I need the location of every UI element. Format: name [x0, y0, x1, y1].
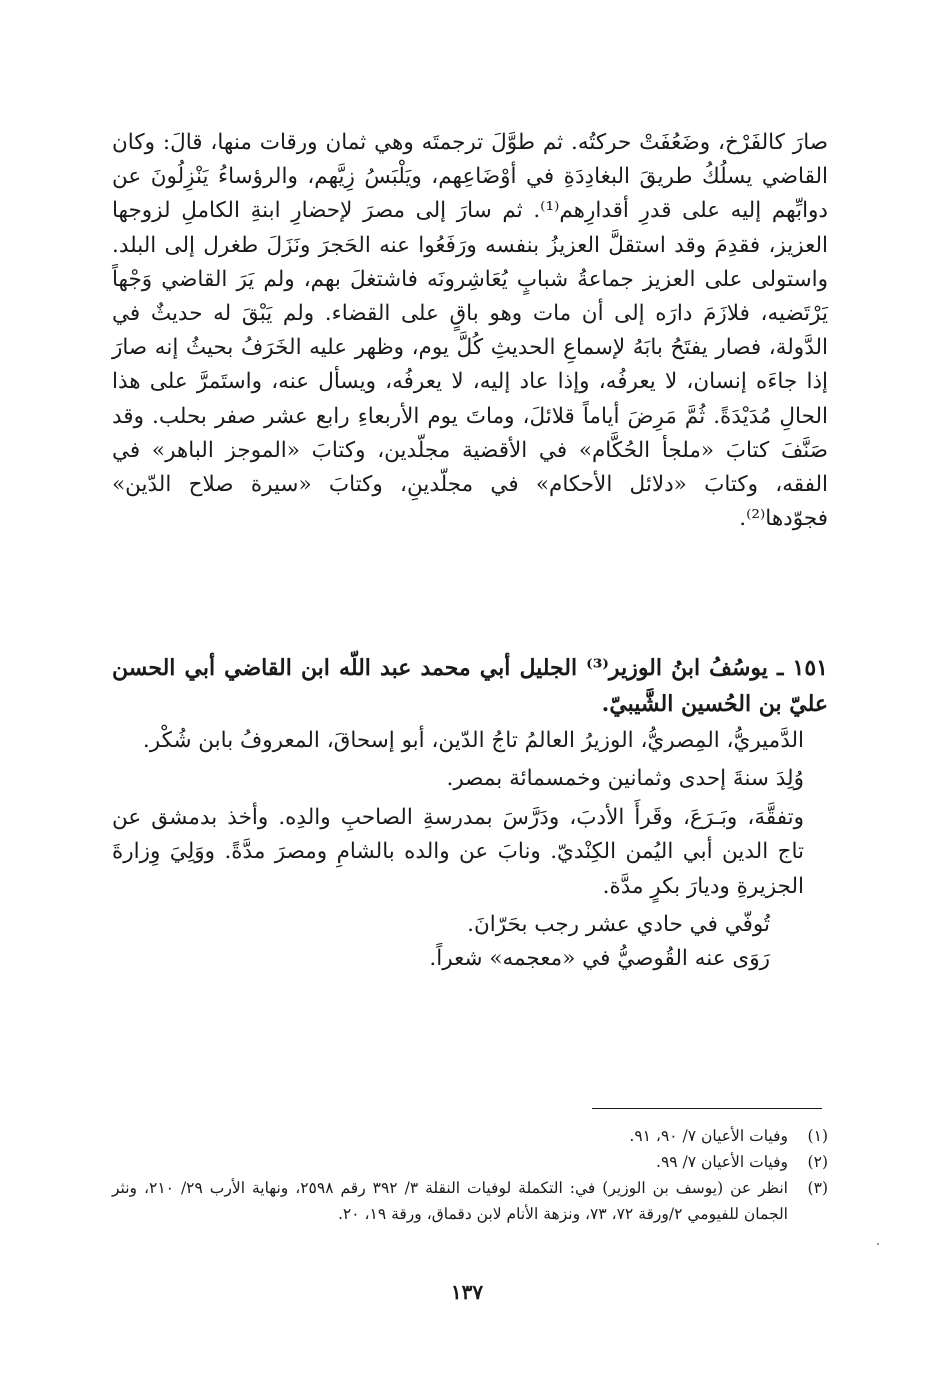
footnote-divider	[592, 1108, 822, 1109]
margin-mark	[877, 1243, 879, 1245]
page-number: ١٣٧	[450, 1280, 484, 1304]
footnote-number: (٢)	[807, 1153, 828, 1171]
entry-paragraph-nisba: الدَّميريُّ، المِصريُّ، الوزيرُ العالمُ تاجُ الدّين، أبو إسحاقَ، المعروفُ بابن شُكْر.	[142, 728, 804, 753]
footnotes	[112, 1123, 828, 1227]
footnote-text: انظر عن (يوسف بن الوزير) في: التكملة لوفيات النقلة ٣/ ٣٩٢ رقم ٢٥٩٨، ونهاية الأرب ٢٩/ ٢١٠، ونثر الجمان للفيومي ٢/ورقة ٧٢، ٧٣، ونزهة الأنام لابن دقماق، ورقة ١٩، ٢٠.	[112, 1179, 788, 1223]
footnote-2	[112, 1149, 828, 1175]
biography-continuation	[112, 126, 828, 536]
footnote-text: وفيات الأعيان ٧/ ٩٠، ٩١.	[629, 1127, 788, 1145]
footnote-3	[112, 1175, 828, 1227]
entry-paragraph-narration: رَوَى عنه القُوصيُّ في «معجمه» شعراً.	[429, 946, 770, 972]
footnote-1	[112, 1123, 828, 1149]
footnote-number: (١)	[807, 1127, 828, 1145]
entry-heading: ١٥١ ـ يوسُفُ ابنُ الوزير⁽³⁾ الجليل أبي محمد عبد اللّه ابن القاضي أبي الحسن عليّ بن الحُسين الشَّيبيّ.	[112, 655, 828, 717]
entry-paragraph-career: وتفقَّهَ، وبَـرَعَ، وقَرأَ الأدبَ، ودَرَّسَ بمدرسةِ الصاحبِ والدِه. وأخذ بدمشق عن تاج الدين أبي اليُمن الكِنْديّ. ونابَ عن والده بالشامِ ومصرَ مدَّةً. ووَلِيَ وِزارةَ الجزيرةِ وديارَ بكرٍ مدَّة.	[112, 804, 804, 899]
entry-paragraph-birth: وُلِدَ سنةَ إحدى وثمانين وخمسمائة بمصر.	[446, 766, 804, 792]
entry-paragraph-death: تُوفّي في حادي عشر رجب بحَرّانَ.	[467, 912, 770, 938]
entry-body	[112, 724, 828, 977]
body-paragraph: صارَ كالفَرْخ، وضَعُفَتْ حركتُه. ثم طوَّلَ ترجمتَه وهي ثمان ورقات منها، قالَ: وكان القاضي يسلُكُ طريقَ البغادِدَةِ في أوْضَاعِهم، ويَلْبَسُ زِيَّهم، والرؤساءُ يَنْزِلُونَ عن دوابِّهم إليه على قدرِ أقدارِهم⁽¹⁾. ثم سارَ إلى مصرَ لإحضارِ ابنةِ الكاملِ لزوجها العزيز، فقدِمَ وقد استقلَّ العزيزُ بنفسه ورَفَعُوا عنه الحَجرَ ونَزَلَ طغرل إلى البلد. واستولى على العزيز جماعةُ شبابٍ يُعَاشِرونَه فاشتغلَ بهم، ولم يَرَ القاضي وَجْهاً يَرْتَضيه، فلازَمَ دارَه إلى أن مات وهو باقٍ على القضاء. ولم يَبْقَ له حديثٌ في الدَّولة، فصار يفتَحُ بابَهُ لإسماعِ الحديثِ كُلَّ يوم، وظهر عليه الخَرَفُ بحيثُ إنه صارَ إذا جاءَه إنسان، لا يعرفُه، وإذا عاد إليه، لا يعرفُه، ويسأل عنه، واستَمرَّ على هذا الحالِ مُدَيْدَةً. ثُمَّ مَرِضَ أياماً قلائلَ، وماتَ يوم الأربعاءِ رابع عشر صفر بحلب. وقد صَنَّفَ كتابَ «ملجأ الحُكَّام» في الأقضية مجلّدين، وكتابَ «الموجز الباهر» في الفقه، وكتابَ «دلائل الأحكام» في مجلّدينِ، وكتابَ «سيرة صلاح الدّين» فجوّدها⁽²⁾.	[112, 130, 828, 532]
footnote-number: (٣)	[807, 1179, 828, 1197]
footnote-text: وفيات الأعيان ٧/ ٩٩.	[656, 1153, 788, 1171]
